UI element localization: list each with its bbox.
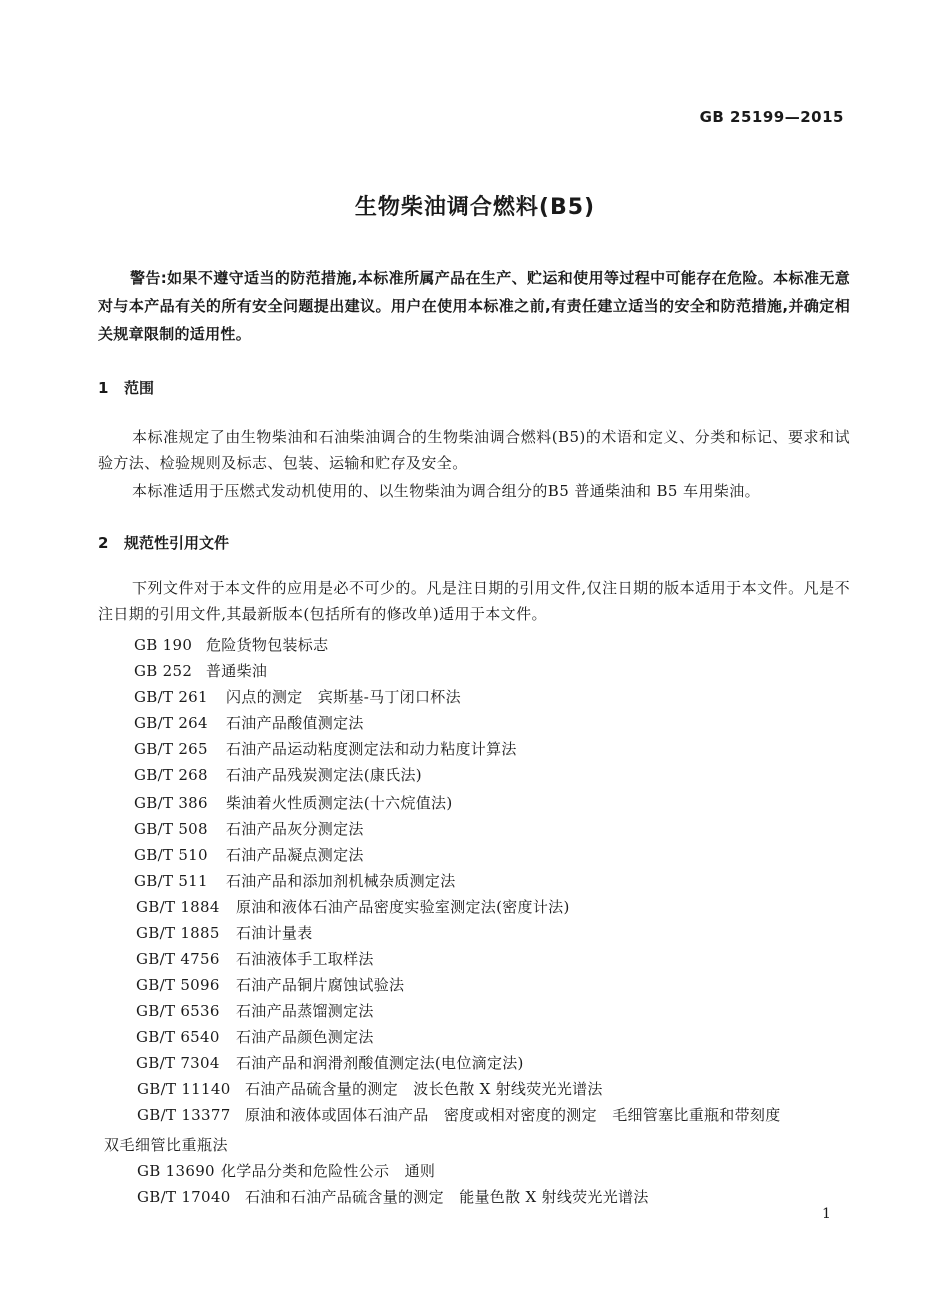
reference-title: 石油产品颜色测定法 xyxy=(236,1028,374,1046)
reference-code: GB/T 11140 xyxy=(137,1080,231,1098)
reference-title: 原油和液体或固体石油产品 密度或相对密度的测定 毛细管塞比重瓶和带刻度 xyxy=(245,1106,781,1124)
reference-title: 石油和石油产品硫含量的测定 能量色散 X 射线荧光光谱法 xyxy=(245,1188,649,1206)
reference-item xyxy=(136,1026,374,1047)
reference-item xyxy=(134,764,422,785)
reference-code: GB/T 261 xyxy=(134,688,208,706)
reference-code: GB/T 17040 xyxy=(137,1188,231,1206)
reference-title: 石油产品残炭测定法(康氏法) xyxy=(226,766,422,784)
reference-code: GB/T 511 xyxy=(134,872,208,890)
section-number: 1 xyxy=(98,379,109,397)
document-title: 生物柴油调合燃料(B5) xyxy=(354,195,596,220)
reference-code: GB/T 13377 xyxy=(137,1106,231,1124)
reference-code: GB/T 7304 xyxy=(136,1054,220,1072)
reference-title: 石油产品蒸馏测定法 xyxy=(236,1002,374,1020)
reference-title: 石油产品灰分测定法 xyxy=(226,820,364,838)
reference-title: 普通柴油 xyxy=(206,662,268,680)
reference-title: 石油产品运动粘度测定法和动力粘度计算法 xyxy=(226,740,517,758)
reference-title: 石油产品和润滑剂酸值测定法(电位滴定法) xyxy=(236,1054,524,1072)
standard-number: GB 25199—2015 xyxy=(699,108,844,126)
reference-item xyxy=(136,1000,374,1021)
reference-code: GB/T 6536 xyxy=(136,1002,220,1020)
section-number: 2 xyxy=(98,534,109,552)
reference-code: GB/T 4756 xyxy=(136,950,220,968)
scope-paragraph-2: 本标准适用于压燃式发动机使用的、以生物柴油为调合组分的B5 普通柴油和 B5 车用柴油。 xyxy=(132,482,761,500)
reference-code: GB/T 510 xyxy=(134,846,208,864)
reference-item xyxy=(134,686,461,707)
reference-item xyxy=(134,844,364,865)
reference-code: GB/T 508 xyxy=(134,820,208,838)
reference-code: GB 13690 xyxy=(137,1162,215,1180)
reference-title: 石油产品酸值测定法 xyxy=(226,714,364,732)
reference-code: GB/T 265 xyxy=(134,740,208,758)
reference-item xyxy=(134,738,517,759)
page-number: 1 xyxy=(822,1206,831,1222)
reference-code: GB/T 264 xyxy=(134,714,208,732)
reference-item xyxy=(134,792,453,813)
normative-references-intro: 下列文件对于本文件的应用是必不可少的。凡是注日期的引用文件,仅注日期的版本适用于本文件。凡是不注日期的引用文件,其最新版本(包括所有的修改单)适用于本文件。 xyxy=(98,579,850,623)
reference-item xyxy=(137,1186,649,1207)
reference-code: GB/T 268 xyxy=(134,766,208,784)
reference-item xyxy=(136,1052,524,1073)
section-title: 范围 xyxy=(124,379,155,397)
reference-code: GB/T 5096 xyxy=(136,976,220,994)
reference-title: 石油计量表 xyxy=(236,924,313,942)
reference-item xyxy=(134,660,267,681)
reference-item xyxy=(137,1160,435,1181)
reference-title: 石油产品铜片腐蚀试验法 xyxy=(236,976,405,994)
reference-title: 石油液体手工取样法 xyxy=(236,950,374,968)
reference-item xyxy=(136,974,404,995)
reference-title-continuation: 双毛细管比重瓶法 xyxy=(104,1136,229,1154)
reference-title: 石油产品和添加剂机械杂质测定法 xyxy=(226,872,456,890)
reference-title: 化学品分类和危险性公示 通则 xyxy=(221,1162,436,1180)
reference-item xyxy=(134,634,328,655)
reference-item xyxy=(136,896,570,917)
reference-code: GB/T 6540 xyxy=(136,1028,220,1046)
reference-title: 石油产品凝点测定法 xyxy=(226,846,364,864)
reference-title: 危险货物包装标志 xyxy=(206,636,329,654)
reference-item xyxy=(137,1078,603,1099)
reference-item xyxy=(134,818,364,839)
reference-code: GB/T 1884 xyxy=(136,898,220,916)
reference-title: 石油产品硫含量的测定 波长色散 X 射线荧光光谱法 xyxy=(245,1080,603,1098)
reference-title: 闪点的测定 宾斯基-马丁闭口杯法 xyxy=(226,688,461,706)
section-title: 规范性引用文件 xyxy=(124,534,230,552)
reference-code: GB/T 386 xyxy=(134,794,208,812)
reference-code: GB/T 1885 xyxy=(136,924,220,942)
reference-item xyxy=(137,1104,781,1125)
reference-item xyxy=(134,870,456,891)
warning-paragraph: 警告:如果不遵守适当的防范措施,本标准所属产品在生产、贮运和使用等过程中可能存在危险。本标准无意对与本产品有关的所有安全问题提出建议。用户在使用本标准之前,有责任建立适当的安全和防范措施,并确定相关规章限制的适用性。 xyxy=(98,269,850,343)
reference-item xyxy=(136,922,313,943)
reference-title: 柴油着火性质测定法(十六烷值法) xyxy=(226,794,453,812)
reference-code: GB 190 xyxy=(134,636,193,654)
reference-title: 原油和液体石油产品密度实验室测定法(密度计法) xyxy=(236,898,570,916)
reference-item xyxy=(136,948,374,969)
reference-code: GB 252 xyxy=(134,662,193,680)
scope-paragraph-1: 本标准规定了由生物柴油和石油柴油调合的生物柴油调合燃料(B5)的术语和定义、分类和标记、要求和试验方法、检验规则及标志、包装、运输和贮存及安全。 xyxy=(98,428,850,472)
reference-item xyxy=(134,712,364,733)
